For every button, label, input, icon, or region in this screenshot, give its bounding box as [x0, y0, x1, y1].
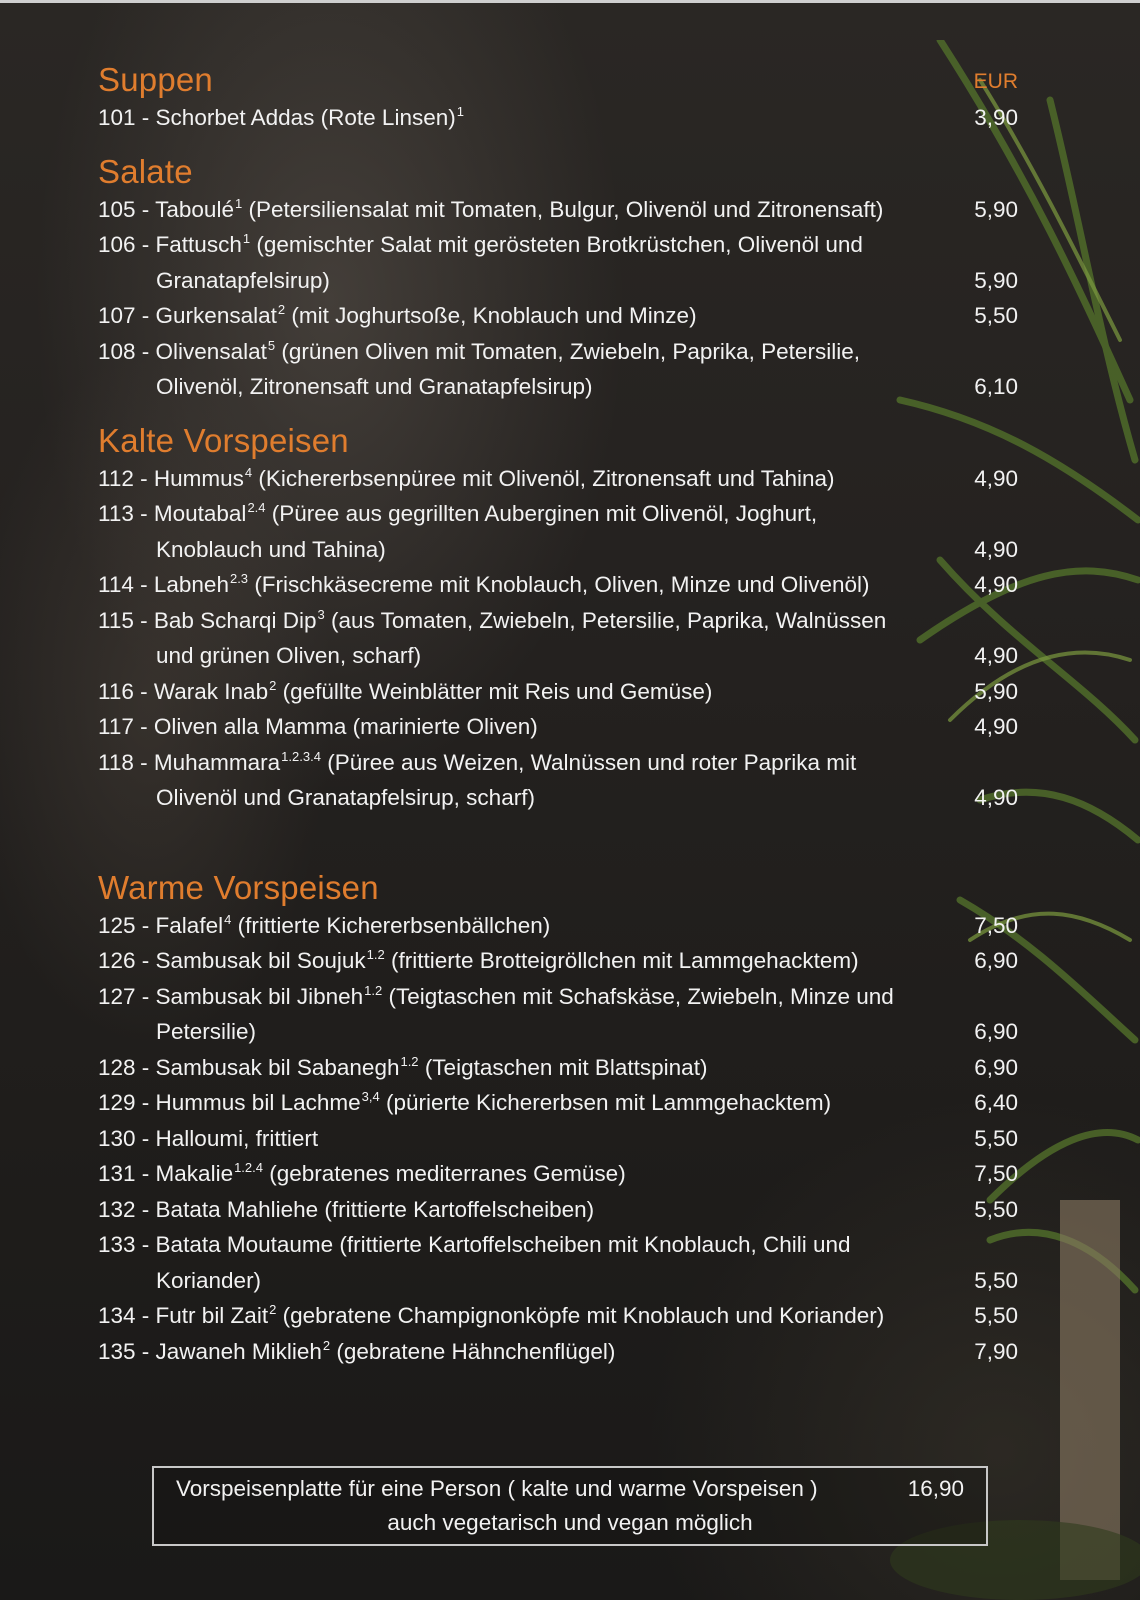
- menu-list: [98, 60, 1018, 1369]
- item-name: Labneh: [153, 572, 229, 597]
- item-name: Futr bil Zait: [155, 1303, 269, 1328]
- item-name: Hummus bil Lachme: [155, 1090, 361, 1115]
- platter-price: 16,90: [907, 1476, 964, 1501]
- spacer: [98, 136, 1018, 152]
- menu-item: [98, 603, 1018, 674]
- item-description: (aus Tomaten, Zwiebeln, Petersilie, Paprika, Walnüssen: [330, 607, 887, 633]
- item-description: (gefüllte Weinblätter mit Reis und Gemüse): [282, 678, 713, 704]
- allergen-note: 1: [242, 231, 251, 246]
- section-title: Suppen: [98, 61, 213, 98]
- item-name: Gurkensalat: [155, 303, 277, 328]
- item-name: Batata Mahliehe: [155, 1196, 319, 1222]
- item-code: 133: [98, 1232, 136, 1257]
- menu-item: [98, 979, 1018, 1050]
- item-price: 4,90: [974, 714, 1018, 739]
- top-border: [0, 0, 1140, 3]
- item-name: Olivensalat: [155, 338, 267, 364]
- item-description-continued: Granatapfelsirup): [156, 267, 330, 293]
- spacer: [98, 816, 1018, 868]
- item-line: 112 - Hummus$^4$ (Kichererbsenpüree mit Olivenöl, Zitronensaft und Tahina): [98, 464, 835, 491]
- allergen-note: 2: [277, 302, 286, 317]
- allergen-note: 2: [269, 677, 277, 693]
- item-name: Makalie: [155, 1161, 234, 1186]
- menu-item: [98, 334, 1018, 405]
- item-price: 6,40: [974, 1090, 1018, 1115]
- allergen-note: 4: [244, 464, 253, 480]
- menu-item: [98, 1334, 1018, 1370]
- item-price: 4,90: [974, 465, 1018, 491]
- allergen-note: 2.4: [247, 500, 266, 515]
- item-price: 5,50: [974, 303, 1018, 328]
- item-code: 129: [98, 1090, 136, 1115]
- allergen-note: 2.3: [229, 571, 249, 586]
- item-code: 107: [98, 303, 136, 328]
- item-name: Halloumi, frittiert: [155, 1125, 319, 1151]
- allergen-note: 3,4: [361, 1089, 380, 1104]
- item-description: (Kichererbsenpüree mit Olivenöl, Zitronensaft und Tahina): [258, 465, 835, 491]
- item-code: 125: [98, 912, 136, 938]
- spacer: [98, 405, 1018, 421]
- item-line: 117 - Oliven alla Mamma (marinierte Oliven): [98, 714, 538, 739]
- item-code: 131: [98, 1161, 136, 1186]
- item-description: (frittierte Kichererbsenbällchen): [237, 912, 551, 938]
- allergen-note: 1: [456, 104, 464, 119]
- item-price: 4,90: [974, 572, 1018, 597]
- item-description-continued: Olivenöl, Zitronensaft und Granatapfelsirup): [156, 374, 593, 399]
- item-price: 6,90: [974, 1019, 1018, 1044]
- item-code: 135: [98, 1338, 136, 1364]
- item-code: 115: [98, 607, 134, 633]
- item-name: Oliven alla Mamma (marinierte Oliven): [153, 714, 538, 739]
- section-header: [98, 868, 1018, 908]
- item-list: [98, 100, 1018, 136]
- allergen-note: 3: [317, 606, 325, 622]
- item-description-continued: Olivenöl und Granatapfelsirup, scharf): [156, 785, 535, 810]
- item-description: (gebratene Champignonköpfe mit Knoblauch und Koriander): [282, 1303, 885, 1328]
- item-line: 128 - Sambusak bil Sabanegh$^{1.2}$ (Teigtaschen mit Blattspinat): [98, 1053, 708, 1080]
- menu-item: [98, 100, 1018, 136]
- item-name: Warak Inab: [153, 678, 269, 704]
- item-description: (Püree aus gegrillten Auberginen mit Olivenöl, Joghurt,: [271, 501, 818, 526]
- allergen-note: 2: [322, 1337, 331, 1353]
- item-description: (Püree aus Weizen, Walnüssen und roter Paprika mit: [327, 749, 857, 775]
- item-description: (mit Joghurtsoße, Knoblauch und Minze): [291, 303, 697, 328]
- item-code: 134: [98, 1303, 136, 1328]
- item-description-continued: Koriander): [156, 1267, 262, 1293]
- item-description: (frittierte Kartoffelscheiben): [324, 1196, 595, 1222]
- item-code: 114: [98, 572, 134, 597]
- allergen-note: 5: [267, 337, 276, 353]
- item-price: 5,50: [974, 1303, 1018, 1328]
- platter-title: Vorspeisenplatte für eine Person ( kalte und warme Vorspeisen ): [176, 1476, 818, 1501]
- item-price: 5,50: [974, 1196, 1018, 1222]
- allergen-note: 1.2: [364, 982, 383, 998]
- menu-item: [98, 1085, 1018, 1121]
- item-code: 101: [98, 105, 136, 130]
- item-description: (Petersiliensalat mit Tomaten, Bulgur, Olivenöl und Zitronensaft): [248, 196, 884, 222]
- menu-item: [98, 1227, 1018, 1298]
- menu-item: [98, 908, 1018, 944]
- menu-item: [98, 745, 1018, 816]
- item-name: Sambusak bil Soujuk: [155, 948, 366, 973]
- item-code: 112: [98, 465, 134, 491]
- item-line: 132 - Batata Mahliehe (frittierte Kartoffelscheiben): [98, 1196, 595, 1222]
- item-line: 118 - Muhammara$^{1.2.3.4}$ (Püree aus Weizen, Walnüssen und roter Paprika mit: [98, 748, 857, 775]
- item-code: 132: [98, 1196, 136, 1222]
- item-line: 126 - Sambusak bil Soujuk$^{1.2}$ (frittierte Brotteigröllchen mit Lammgehacktem): [98, 947, 859, 973]
- section-salate: [98, 152, 1018, 405]
- item-description: (grünen Oliven mit Tomaten, Zwiebeln, Paprika, Petersilie,: [281, 338, 860, 364]
- item-price: 5,90: [974, 196, 1018, 222]
- item-code: 117: [98, 714, 134, 739]
- menu-item: [98, 1156, 1018, 1192]
- item-description-continued: und grünen Oliven, scharf): [156, 643, 422, 668]
- item-line: 108 - Olivensalat$^5$ (grünen Oliven mit Tomaten, Zwiebeln, Paprika, Petersilie,: [98, 337, 860, 364]
- item-line: 134 - Futr bil Zait$^2$ (gebratene Champignonköpfe mit Knoblauch und Koriander): [98, 1302, 885, 1328]
- item-line: 101 - Schorbet Addas (Rote Linsen)$^1$: [98, 104, 464, 130]
- currency-label: EUR: [973, 70, 1018, 93]
- allergen-note: 1.2: [400, 1053, 419, 1069]
- item-description: (Teigtaschen mit Blattspinat): [424, 1054, 708, 1080]
- item-price: 7,50: [974, 1161, 1018, 1186]
- item-description: (Teigtaschen mit Schafskäse, Zwiebeln, Minze und: [388, 983, 894, 1009]
- platter-note: auch vegetarisch und vegan möglich: [387, 1510, 753, 1535]
- item-line: 113 - Moutabal$^{2.4}$ (Püree aus gegrillten Auberginen mit Olivenöl, Joghurt,: [98, 500, 818, 526]
- menu-item: [98, 567, 1018, 603]
- item-line: 129 - Hummus bil Lachme$^{3,4}$ (pürierte Kichererbsen mit Lammgehacktem): [98, 1089, 832, 1115]
- item-list: [98, 192, 1018, 405]
- item-price: 5,90: [974, 267, 1018, 293]
- allergen-note: 1: [234, 195, 243, 211]
- item-description: (gebratene Hähnchenflügel): [336, 1338, 616, 1364]
- item-line: 125 - Falafel$^4$ (frittierte Kichererbsenbällchen): [98, 911, 551, 938]
- section-title: Warme Vorspeisen: [98, 868, 379, 906]
- item-line: 107 - Gurkensalat$^2$ (mit Joghurtsoße, Knoblauch und Minze): [98, 302, 697, 328]
- menu-item: [98, 1121, 1018, 1157]
- allergen-note: 1.2: [366, 947, 385, 962]
- item-price: 4,90: [974, 536, 1018, 562]
- item-line: 133 - Batata Moutaume (frittierte Kartoffelscheiben mit Knoblauch, Chili und: [98, 1232, 851, 1257]
- section-title: Salate: [98, 152, 193, 190]
- item-price: 7,90: [974, 1338, 1018, 1364]
- item-code: 113: [98, 501, 134, 526]
- item-code: 116: [98, 678, 134, 704]
- menu-item: [98, 674, 1018, 710]
- item-price: 5,50: [974, 1125, 1018, 1151]
- item-line: 135 - Jawaneh Miklieh$^2$ (gebratene Hähnchenflügel): [98, 1337, 616, 1364]
- menu-item: [98, 1192, 1018, 1228]
- item-code: 108: [98, 338, 136, 364]
- item-price: 4,90: [974, 643, 1018, 668]
- item-name: Bab Scharqi Dip: [153, 607, 317, 633]
- section-kalte-vorspeisen: [98, 421, 1018, 816]
- item-price: 5,90: [974, 678, 1018, 704]
- item-price: 4,90: [974, 785, 1018, 810]
- item-description: (Frischkäsecreme mit Knoblauch, Oliven, Minze und Olivenöl): [254, 572, 870, 597]
- allergen-note: 4: [224, 911, 232, 927]
- menu-item: [98, 943, 1018, 979]
- item-description-continued: Petersilie): [156, 1019, 257, 1044]
- item-name: Falafel: [155, 912, 224, 938]
- item-description: (gemischter Salat mit gerösteten Brotkrüstchen, Olivenöl und: [256, 232, 863, 257]
- section-suppen: [98, 60, 1018, 136]
- section-title: Kalte Vorspeisen: [98, 421, 349, 459]
- item-description: (gebratenes mediterranes Gemüse): [269, 1161, 626, 1186]
- item-name: Fattusch: [155, 232, 242, 257]
- item-line: 130 - Halloumi, frittiert: [98, 1125, 319, 1151]
- item-description: (pürierte Kichererbsen mit Lammgehacktem): [385, 1090, 832, 1115]
- item-code: 127: [98, 983, 136, 1009]
- item-name: Batata Moutaume: [155, 1232, 334, 1257]
- item-price: 6,90: [974, 1054, 1018, 1080]
- item-line: 127 - Sambusak bil Jibneh$^{1.2}$ (Teigtaschen mit Schafskäse, Zwiebeln, Minze und: [98, 982, 894, 1009]
- item-description-continued: Knoblauch und Tahina): [156, 536, 386, 562]
- section-header: [98, 60, 1018, 100]
- menu-item: [98, 496, 1018, 567]
- item-line: 106 - Fattusch$^1$ (gemischter Salat mit gerösteten Brotkrüstchen, Olivenöl und: [98, 231, 863, 257]
- item-name: Schorbet Addas (Rote Linsen): [155, 105, 456, 130]
- item-name: Sambusak bil Jibneh: [155, 983, 364, 1009]
- item-line: 105 - Taboulé$^1$ (Petersiliensalat mit Tomaten, Bulgur, Olivenöl und Zitronensaft): [98, 195, 884, 222]
- item-list: [98, 461, 1018, 816]
- item-description: (frittierte Kartoffelscheiben mit Knoblauch, Chili und: [339, 1232, 851, 1257]
- item-name: Muhammara: [153, 749, 281, 775]
- item-name: Jawaneh Miklieh: [155, 1338, 322, 1364]
- item-name: Sambusak bil Sabanegh: [155, 1054, 400, 1080]
- section-header: [98, 152, 1018, 192]
- item-code: 118: [98, 749, 134, 775]
- section-warme-vorspeisen: [98, 868, 1018, 1370]
- allergen-note: 2: [269, 1302, 277, 1317]
- item-code: 126: [98, 948, 136, 973]
- item-name: Taboulé: [155, 196, 234, 222]
- menu-item: [98, 461, 1018, 497]
- allergen-note: 1.2.4: [234, 1160, 263, 1175]
- item-price: 6,10: [974, 374, 1018, 399]
- allergen-note: 1.2.3.4: [281, 748, 321, 764]
- item-description: (frittierte Brotteigröllchen mit Lammgehacktem): [391, 948, 859, 973]
- item-code: 130: [98, 1125, 136, 1151]
- item-code: 105: [98, 196, 136, 222]
- section-header: [98, 421, 1018, 461]
- menu-item: [98, 298, 1018, 334]
- menu-item: [98, 1298, 1018, 1334]
- item-name: Hummus: [153, 465, 244, 491]
- menu-item: [98, 192, 1018, 228]
- item-price: 6,90: [974, 948, 1018, 973]
- item-line: 131 - Makalie$^{1.2.4}$ (gebratenes mediterranes Gemüse): [98, 1160, 626, 1186]
- item-code: 106: [98, 232, 136, 257]
- item-price: 7,50: [974, 912, 1018, 938]
- platter-box: [152, 1466, 988, 1546]
- item-list: [98, 908, 1018, 1370]
- menu-item: [98, 1050, 1018, 1086]
- item-line: 115 - Bab Scharqi Dip$^3$ (aus Tomaten, Zwiebeln, Petersilie, Paprika, Walnüssen: [98, 606, 887, 633]
- item-name: Moutabal: [153, 501, 247, 526]
- menu-item: [98, 227, 1018, 298]
- item-line: 114 - Labneh$^{2.3}$ (Frischkäsecreme mit Knoblauch, Oliven, Minze und Olivenöl): [98, 571, 870, 597]
- item-code: 128: [98, 1054, 136, 1080]
- menu-item: [98, 709, 1018, 745]
- item-line: 116 - Warak Inab$^2$ (gefüllte Weinblätter mit Reis und Gemüse): [98, 677, 713, 704]
- item-price: 3,90: [974, 105, 1018, 130]
- item-price: 5,50: [974, 1267, 1018, 1293]
